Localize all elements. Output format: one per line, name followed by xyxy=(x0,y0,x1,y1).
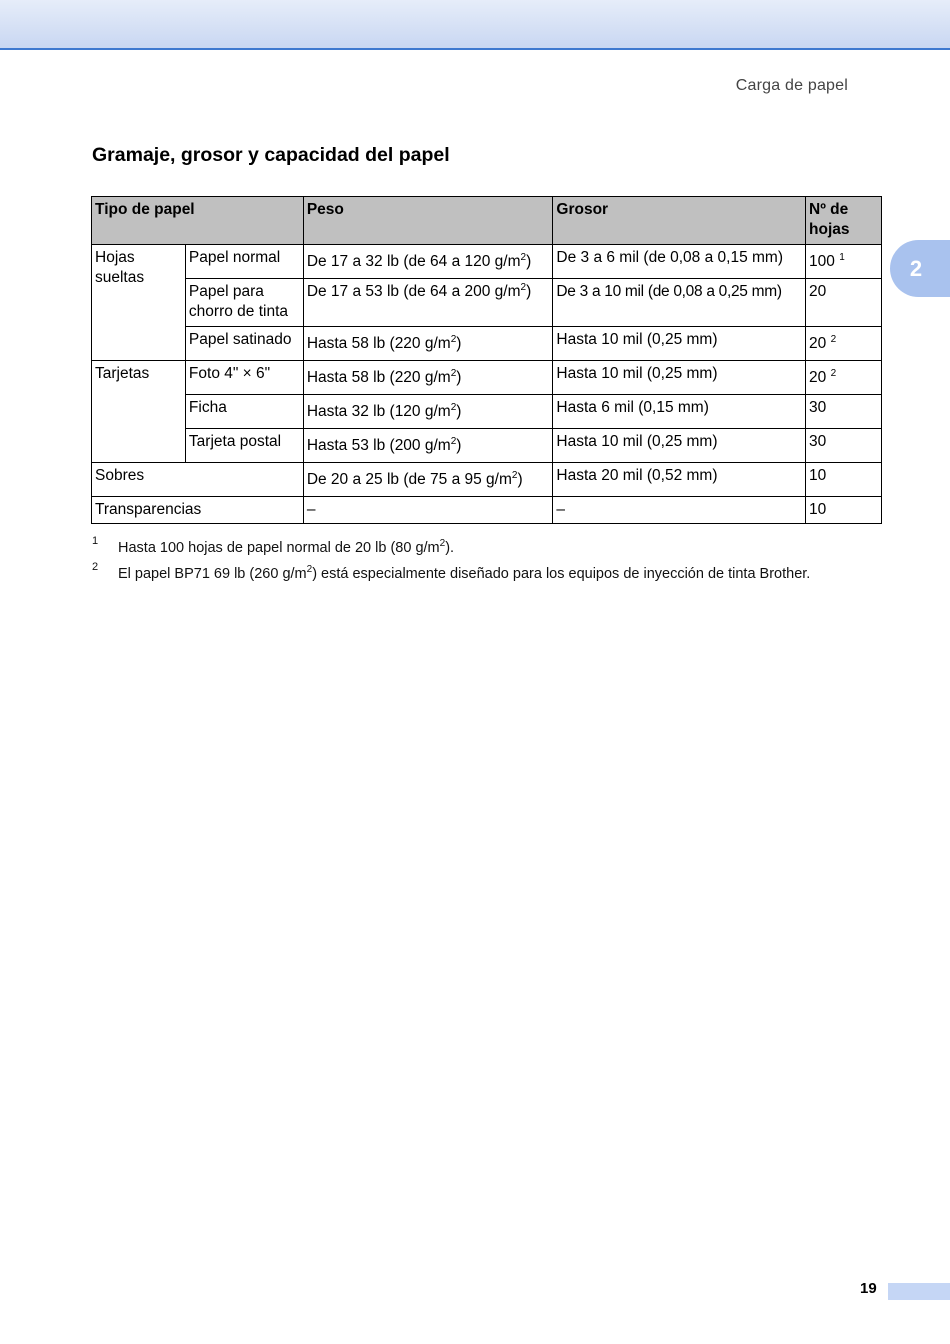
cell-hojas: 30 xyxy=(806,395,882,429)
header-grosor: Grosor xyxy=(553,197,806,245)
cell-tipo: Foto 4" × 6" xyxy=(185,361,303,395)
cell-hojas: 20 $^2$ xyxy=(806,361,882,395)
cell-peso: – xyxy=(303,497,553,524)
table-row xyxy=(92,463,882,497)
cell-tipo: Papel normal xyxy=(185,245,303,279)
cell-tipo: Papel para chorro de tinta xyxy=(185,279,303,327)
cell-grosor: Hasta 6 mil (0,15 mm) xyxy=(553,395,806,429)
cell-peso: De 17 a 32 lb (de 64 a 120 $g/m^2$) xyxy=(303,245,553,279)
group-hojas-sueltas: Hojas sueltas xyxy=(92,245,186,361)
cell-hojas: 100 $^1$ xyxy=(806,245,882,279)
cell-hojas: 30 xyxy=(806,429,882,463)
cell-peso: Hasta 58 lb (220 $g/m^2$) xyxy=(303,327,553,361)
header-hojas: Nº de hojas xyxy=(806,197,882,245)
cell-grosor: De 3 a 6 mil (de 0,08 a 0,15 mm) xyxy=(553,245,806,279)
cell-peso: Hasta 58 lb (220 $g/m^2$) xyxy=(303,361,553,395)
footnote-ref: 2 xyxy=(830,368,837,379)
cell-grosor: Hasta 10 mil (0,25 mm) xyxy=(553,327,806,361)
table-row xyxy=(92,361,882,395)
table-row xyxy=(92,245,882,279)
cell-hojas: 20 xyxy=(806,279,882,327)
running-header: Carga de papel xyxy=(735,77,848,94)
paper-specs-table xyxy=(91,196,882,524)
footnote-mark: 1 xyxy=(92,535,99,547)
cell-tipo: Tarjeta postal xyxy=(185,429,303,463)
cell-tipo: Ficha xyxy=(185,395,303,429)
table-row xyxy=(92,279,882,327)
table-header-row xyxy=(92,197,882,245)
table-row xyxy=(92,497,882,524)
cell-peso: Hasta 32 lb (120 $g/m^2$) xyxy=(303,395,553,429)
cell-peso: Hasta 53 lb (200 $g/m^2$) xyxy=(303,429,553,463)
cell-tipo: Papel satinado xyxy=(185,327,303,361)
section-title: Gramaje, grosor y capacidad del papel xyxy=(92,144,450,166)
group-tarjetas: Tarjetas xyxy=(92,361,186,463)
cell-hojas: 10 xyxy=(806,497,882,524)
footnote-ref: 1 xyxy=(839,252,845,263)
header-tipo: Tipo de papel xyxy=(92,197,304,245)
footnote xyxy=(92,562,872,588)
cell-grosor: Hasta 10 mil (0,25 mm) xyxy=(553,429,806,463)
footnotes xyxy=(92,536,872,588)
cell-grosor: Hasta 10 mil (0,25 mm) xyxy=(553,361,806,395)
cell-peso: De 17 a 53 lb (de 64 a 200 $g/m^2$) xyxy=(303,279,553,327)
footer-bar xyxy=(888,1283,950,1300)
cell-grosor: Hasta 20 mil (0,52 mm) xyxy=(553,463,806,497)
header-band xyxy=(0,0,950,50)
page-number: 19 xyxy=(860,1280,877,1297)
footnote-text: Hasta 100 hojas de papel normal de 20 lb (80 $g/m^2$). xyxy=(118,538,455,556)
footnote-ref: 2 xyxy=(830,334,837,345)
table-row xyxy=(92,429,882,463)
cell-grosor: De 3 a 10 mil (de 0,08 a 0,25 mm) xyxy=(553,279,806,327)
table-row xyxy=(92,327,882,361)
group-transparencias: Transparencias xyxy=(92,497,304,524)
footnote-mark: 2 xyxy=(92,561,99,573)
cell-hojas: 10 xyxy=(806,463,882,497)
table-row xyxy=(92,395,882,429)
group-sobres: Sobres xyxy=(92,463,304,497)
header-peso: Peso xyxy=(303,197,553,245)
cell-hojas: 20 $^2$ xyxy=(806,327,882,361)
footnote xyxy=(92,536,872,562)
cell-peso: De 20 a 25 lb (de 75 a 95 $g/m^2$) xyxy=(303,463,553,497)
footnote-text: El papel BP71 69 lb (260 $g/m^2$) está especialmente diseñado para los equipos de inyección de tinta Brother. xyxy=(118,564,811,582)
cell-grosor: – xyxy=(553,497,806,524)
chapter-tab: 2 xyxy=(890,240,950,297)
